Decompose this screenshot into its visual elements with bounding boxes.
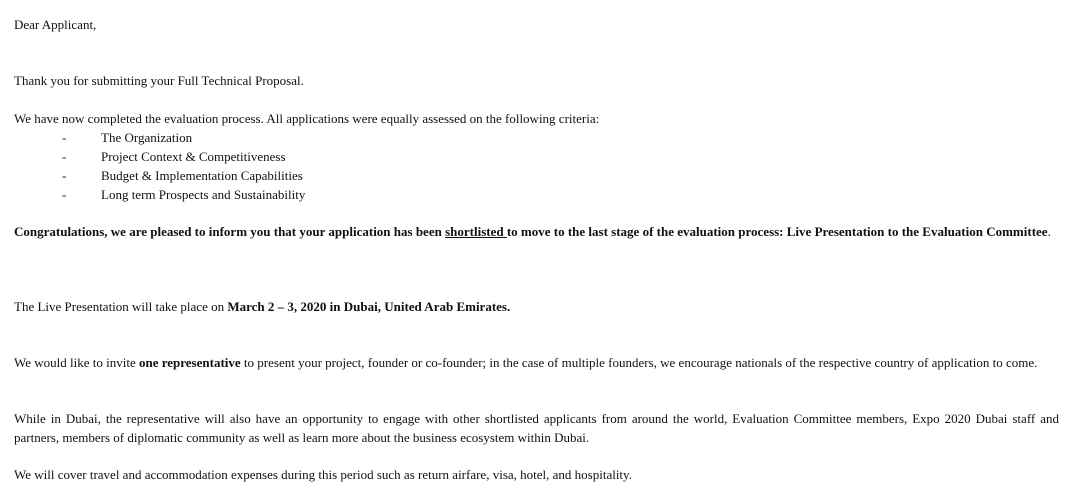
criteria-item xyxy=(14,185,1059,204)
criteria-bullet: - xyxy=(62,130,67,145)
presentation-text: The Live Presentation will take place on xyxy=(14,299,228,314)
congrats-text-before: Congratulations, we are pleased to inform you that your application has been xyxy=(14,224,446,239)
opportunity-paragraph: While in Dubai, the representative will also have an opportunity to engage with other shortlisted applicants from around the world, Evaluation Committee members, Expo 2020 Dubai staff and partners, members of diplomatic community as well as learn more about the business ecosystem within Dubai. xyxy=(14,411,1059,445)
criteria-bullet: - xyxy=(62,187,67,202)
criteria-label: Budget & Implementation Capabilities xyxy=(101,168,303,183)
criteria-item xyxy=(14,147,1059,166)
evaluation-intro: We have now completed the evaluation process. All applications were equally assessed on the following criteria: xyxy=(14,111,600,126)
invite-paragraph xyxy=(14,353,1059,372)
invite-representative: one representative xyxy=(138,355,241,370)
thanks-paragraph: Thank you for submitting your Full Technical Proposal. xyxy=(14,73,304,88)
salutation: Dear Applicant, xyxy=(14,17,97,32)
criteria-label: Long term Prospects and Sustainability xyxy=(101,187,306,202)
congrats-period: . xyxy=(1047,224,1051,239)
criteria-list xyxy=(14,128,1059,204)
criteria-bullet: - xyxy=(62,149,67,164)
invite-text-after: to present your project, founder or co-founder; in the case of multiple founders, we encourage nationals of the respective country of application to come. xyxy=(240,355,1038,370)
invite-text-before: We would like to invite xyxy=(14,355,139,370)
expenses-paragraph: We will cover travel and accommodation expenses during this period such as return airfare, visa, hotel, and hospitality. xyxy=(14,467,632,482)
criteria-item xyxy=(14,166,1059,185)
shortlisted-word: shortlisted xyxy=(445,224,507,239)
criteria-label: Project Context & Competitiveness xyxy=(101,149,286,164)
presentation-date-location: March 2 – 3, 2020 in Dubai, United Arab Emirates. xyxy=(227,299,511,314)
presentation-paragraph xyxy=(14,297,1059,316)
criteria-item xyxy=(14,128,1059,147)
congrats-text-after: to move to the last stage of the evaluation process: Live Presentation to the Evaluation Committee xyxy=(506,224,1048,239)
congratulations-paragraph xyxy=(14,222,1059,241)
criteria-bullet: - xyxy=(62,168,67,183)
criteria-label: The Organization xyxy=(101,130,193,145)
